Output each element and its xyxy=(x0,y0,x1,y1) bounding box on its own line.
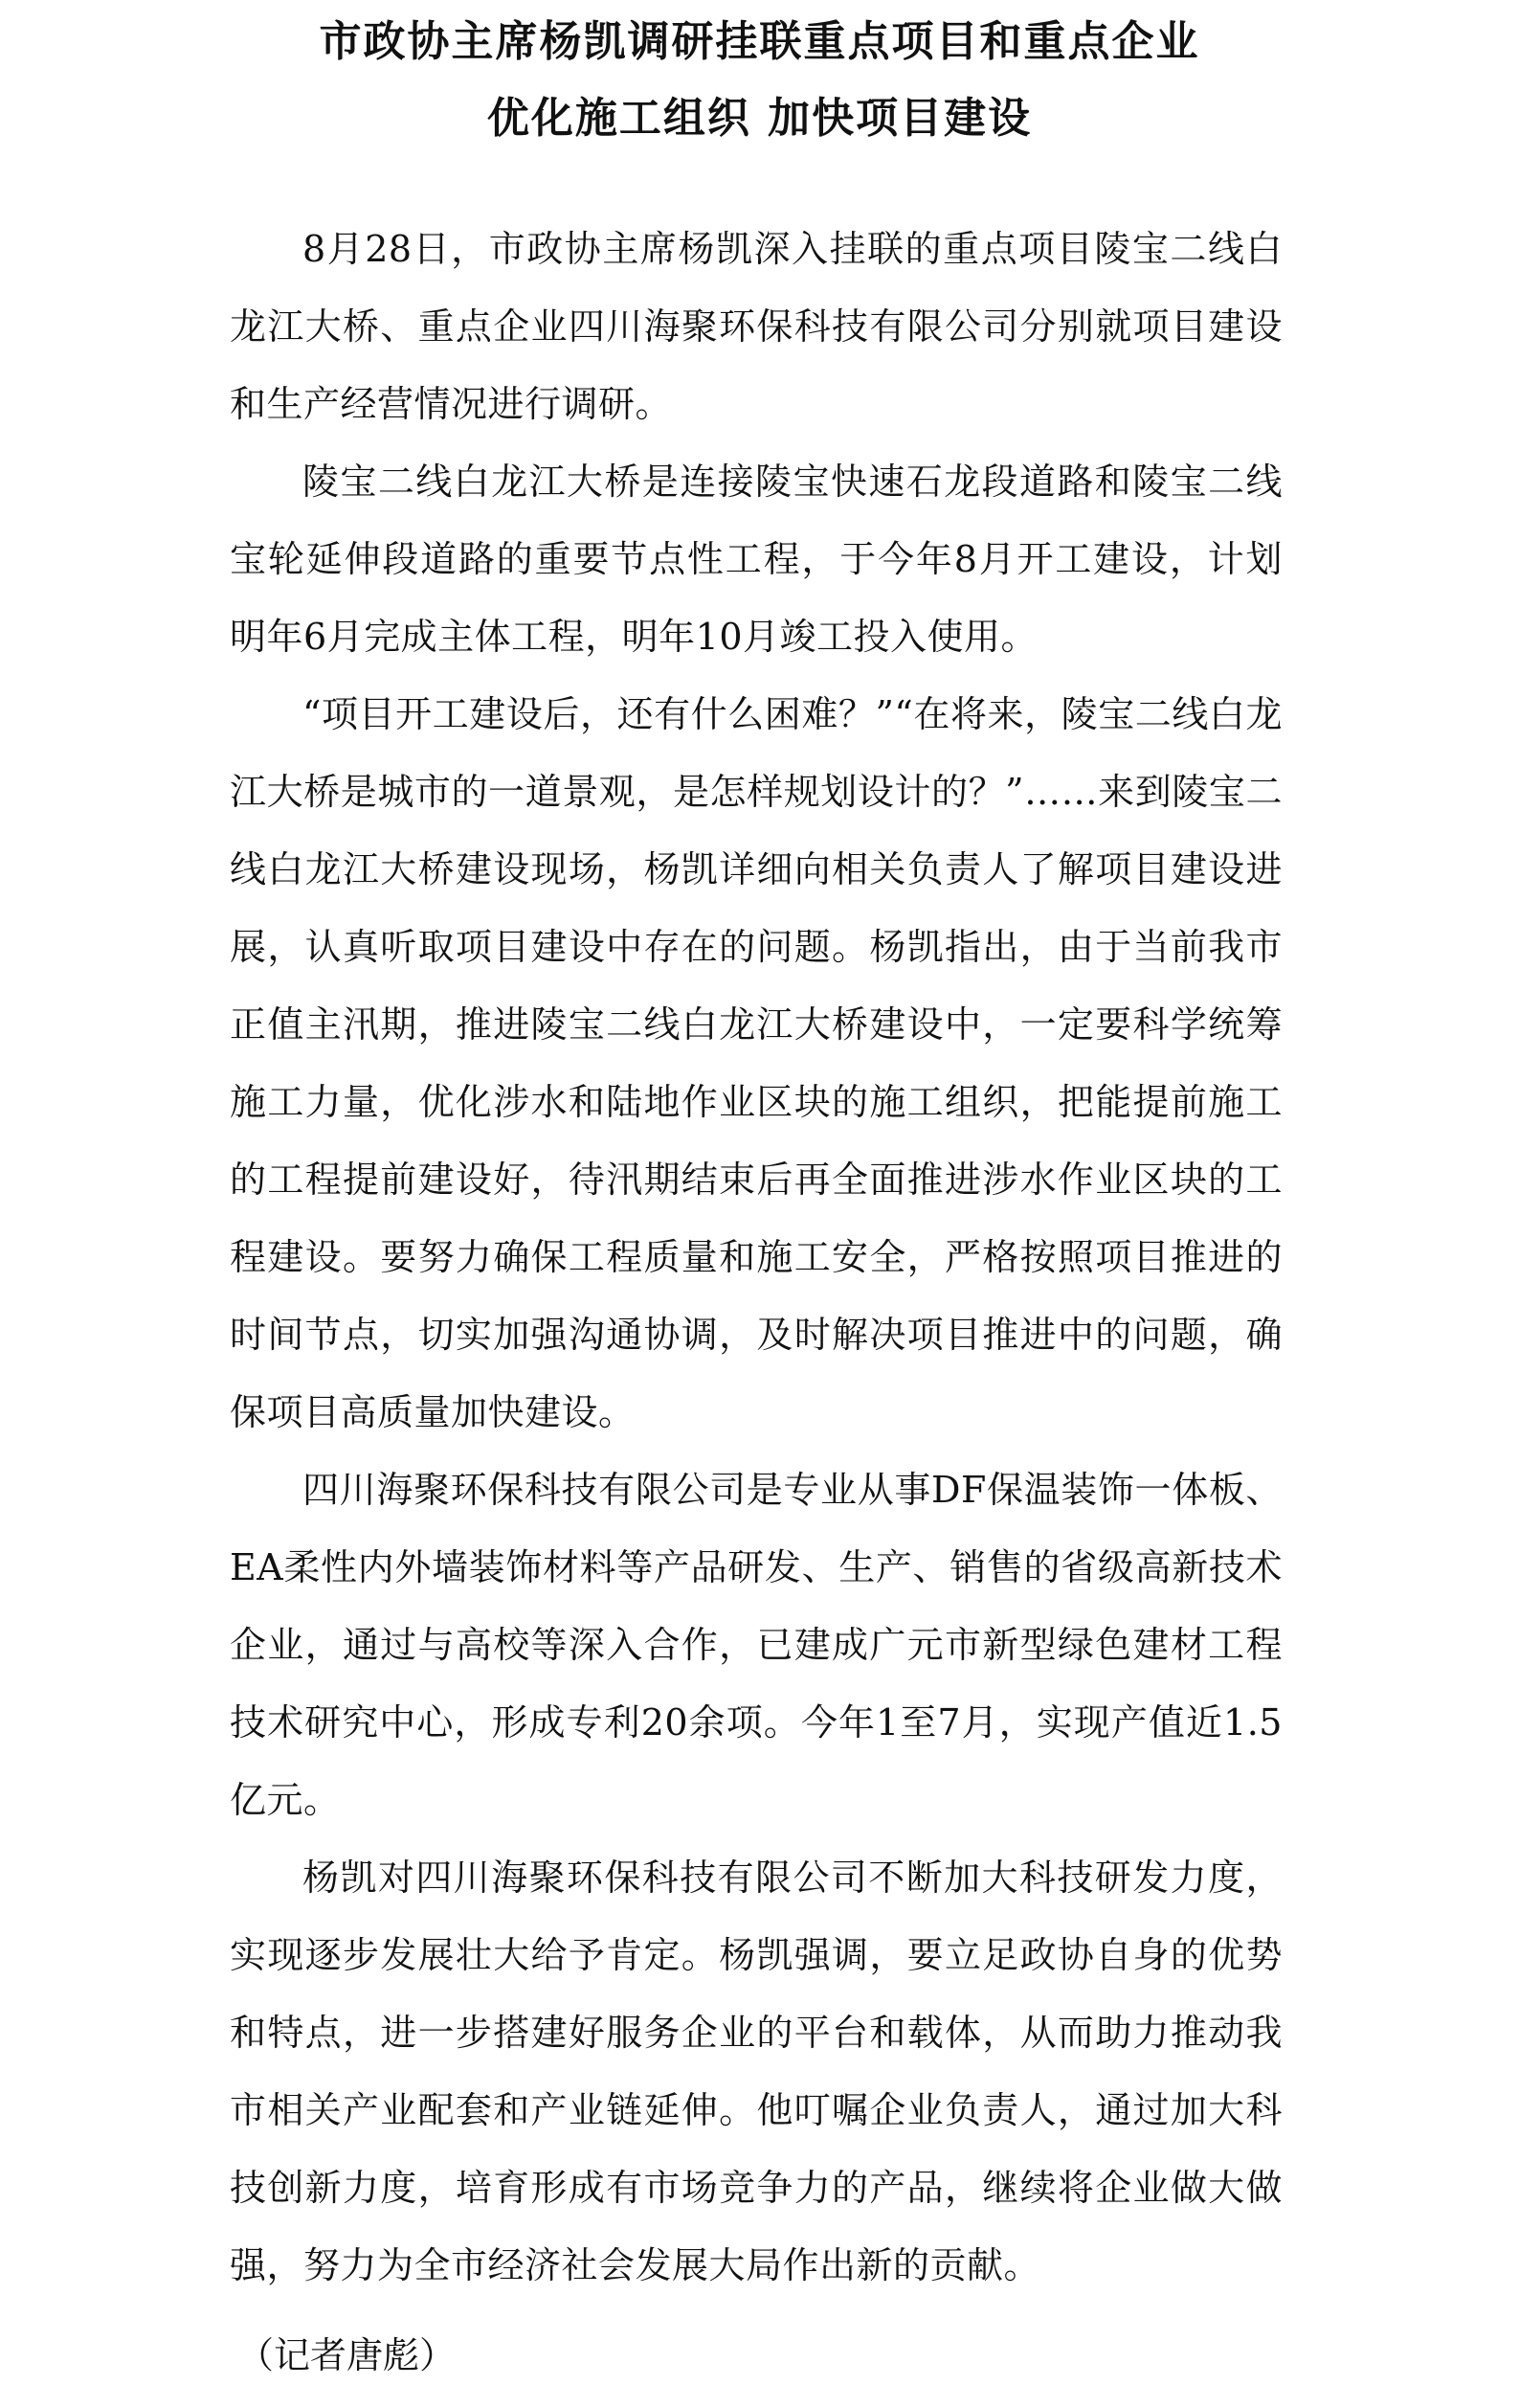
paragraph-2: 陵宝二线白龙江大桥是连接陵宝快速石龙段道路和陵宝二线宝轮延伸段道路的重要节点性工程，于今年8月开工建设，计划明年6月完成主体工程，明年10月竣工投入使用。 xyxy=(230,461,1283,658)
article-title-line-1: 市政协主席杨凯调研挂联重点项目和重点企业 xyxy=(319,17,1200,66)
paragraph-1: 8月28日，市政协主席杨凯深入挂联的重点项目陵宝二线白龙江大桥、重点企业四川海聚环保科技有限公司分别就项目建设和生产经营情况进行调研。 xyxy=(230,228,1283,425)
paragraph-3: “项目开工建设后，还有什么困难？”“在将来，陵宝二线白龙江大桥是城市的一道景观，是怎样规划设计的？”……来到陵宝二线白龙江大桥建设现场，杨凯详细向相关负责人了解项目建设进展，认真听取项目建设中存在的问题。杨凯指出，由于当前我市正值主汛期，推进陵宝二线白龙江大桥建设中，一定要科学统筹施工力量，优化涉水和陆地作业区块的施工组织，把能提前施工的工程提前建设好，待汛期结束后再全面推进涉水作业区块的工程建设。要努力确保工程质量和施工安全，严格按照项目推进的时间节点，切实加强沟通协调，及时解决项目推进中的问题，确保项目高质量加快建设。 xyxy=(230,693,1283,1433)
paragraph-4: 四川海聚环保科技有限公司是专业从事DF保温装饰一体板、EA柔性内外墙装饰材料等产品研发、生产、销售的省级高新技术企业，通过与高校等深入合作，已建成广元市新型绿色建材工程技术研究中心，形成专利20余项。今年1至7月，实现产值近1.5亿元。 xyxy=(230,1469,1283,1821)
paragraph-5: 杨凯对四川海聚环保科技有限公司不断加大科技研发力度，实现逐步发展壮大给予肯定。杨凯强调，要立足政协自身的优势和特点，进一步搭建好服务企业的平台和载体，从而助力推动我市相关产业配套和产业链延伸。他叮嘱企业负责人，通过加大科技创新力度，培育形成有市场竞争力的产品，继续将企业做大做强，努力为全市经济社会发展大局作出新的贡献。 xyxy=(230,1857,1283,2286)
article-body xyxy=(230,211,1283,2305)
article-title-line-2: 优化施工组织 加快项目建设 xyxy=(486,94,1033,143)
reporter-byline: （记者唐彪） xyxy=(237,2334,457,2376)
